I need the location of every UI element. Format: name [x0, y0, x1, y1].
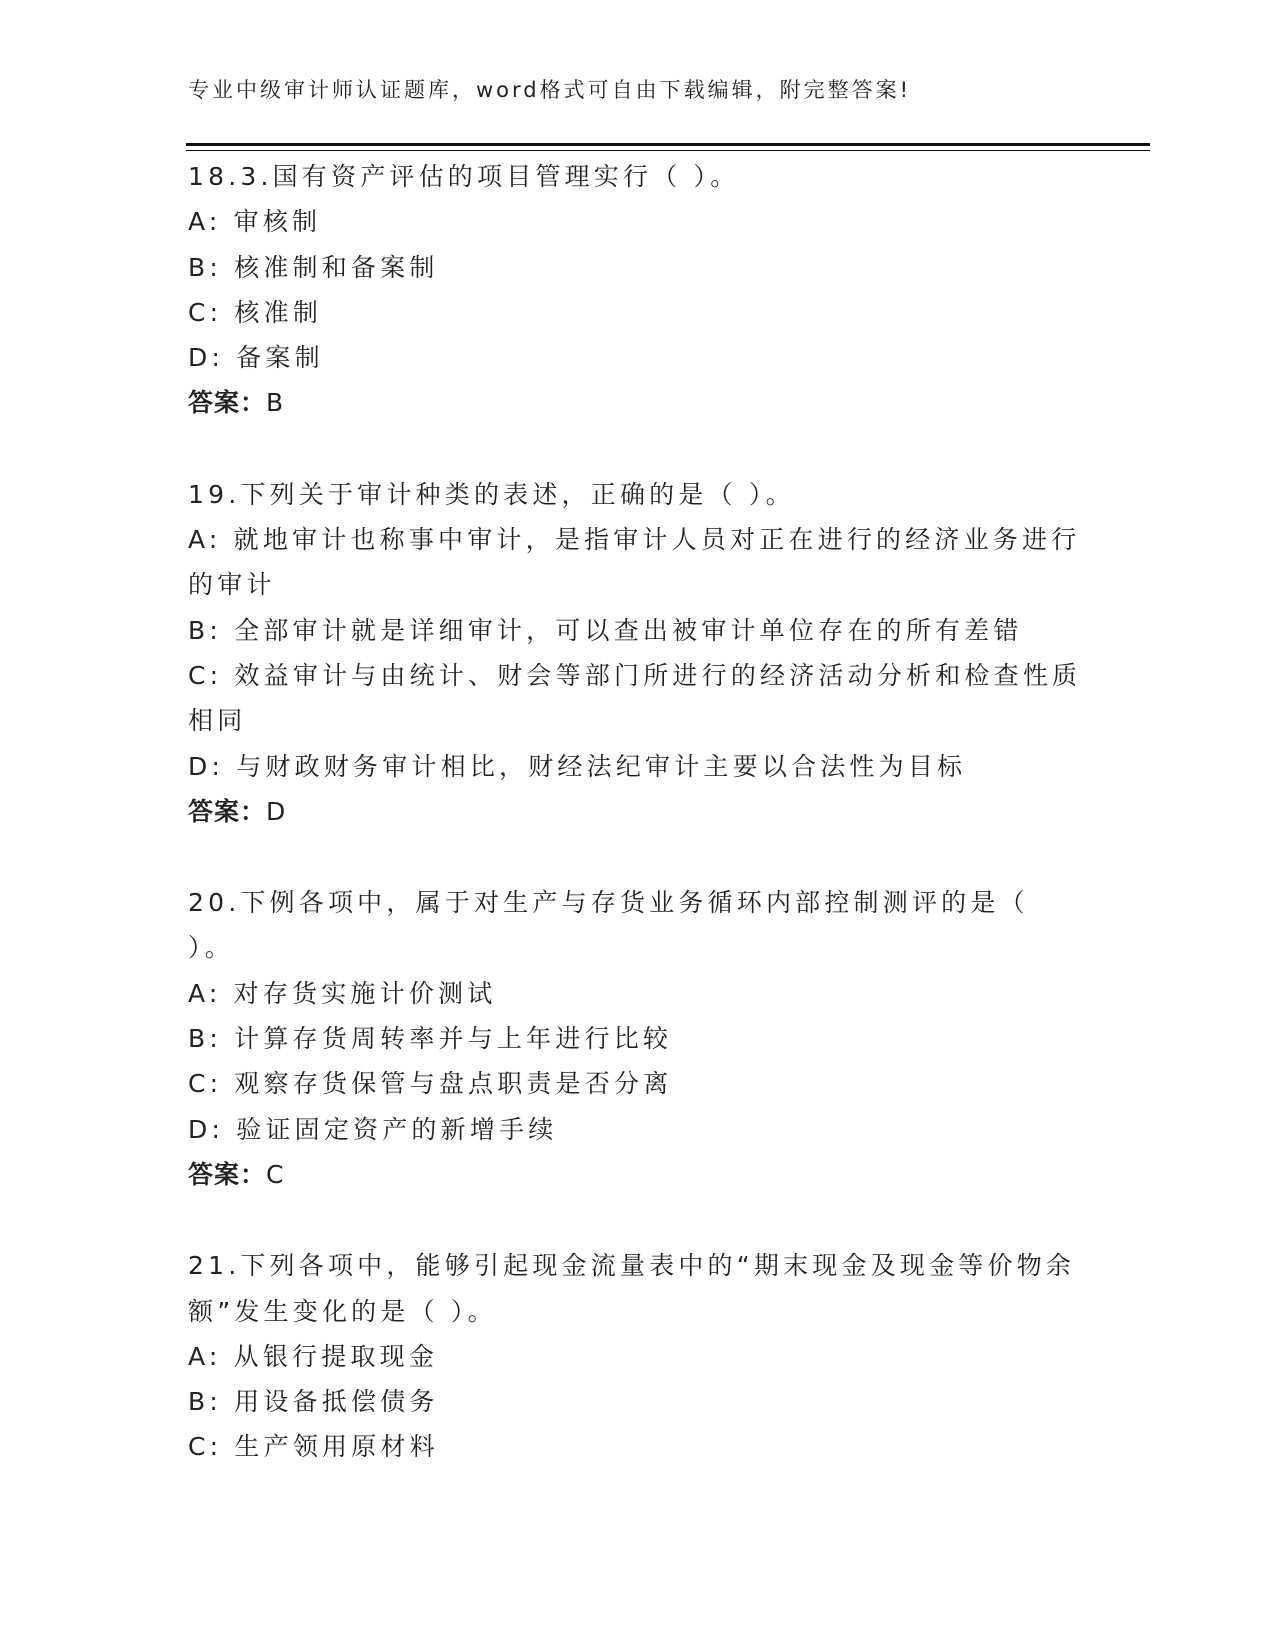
answer-line — [188, 1152, 1088, 1197]
option-a: A: 对存货实施计价测试 — [188, 978, 497, 1008]
option-b: B: 用设备抵偿债务 — [188, 1387, 439, 1417]
option-d: D: 与财政财务审计相比，财经法纪审计主要以合法性为目标 — [188, 751, 967, 781]
option-b: B: 全部审计就是详细审计，可以查出被审计单位存在的所有差错 — [188, 615, 1023, 645]
option-c: C: 生产领用原材料 — [188, 1432, 439, 1462]
question-stem: 20.下例各项中，属于对生产与存货业务循环内部控制测评的是（ — [188, 888, 1029, 918]
question-stem-continued: 额”发生变化的是（ ）。 — [188, 1296, 497, 1326]
answer-label: 答案： — [188, 1159, 267, 1189]
header-rule-thin — [186, 150, 1150, 151]
option-c: C: 观察存货保管与盘点职责是否分离 — [188, 1069, 673, 1099]
answer-line — [188, 789, 1088, 834]
option-a: A: 就地审计也称事中审计，是指审计人员对正在进行的经济业务进行 — [188, 525, 1081, 555]
answer-value: D — [266, 796, 287, 826]
answer-line — [188, 380, 1088, 425]
answer-label: 答案： — [188, 796, 267, 826]
option-c: C: 核准制 — [188, 297, 323, 327]
question-stem: 21.下列各项中，能够引起现金流量表中的“期末现金及现金等价物余 — [188, 1251, 1076, 1281]
option-d: D: 备案制 — [188, 343, 324, 373]
page-header: 专业中级审计师认证题库，word格式可自由下载编辑，附完整答案! — [188, 78, 912, 102]
option-b: B: 计算存货周转率并与上年进行比较 — [188, 1024, 673, 1054]
option-b: B: 核准制和备案制 — [188, 252, 439, 282]
answer-label: 答案： — [188, 388, 267, 418]
answer-value: B — [266, 388, 285, 418]
question-20 — [188, 880, 1088, 1197]
option-c-continued: 相同 — [188, 706, 247, 736]
question-19 — [188, 472, 1088, 834]
option-d: D: 验证固定资产的新增手续 — [188, 1114, 558, 1144]
question-21 — [188, 1243, 1088, 1469]
option-a: A: 从银行提取现金 — [188, 1341, 439, 1371]
header-rule-thick — [186, 143, 1150, 146]
question-list — [188, 154, 1088, 1516]
question-18 — [188, 154, 1088, 426]
question-stem: 19.下列关于审计种类的表述，正确的是（ ）。 — [188, 479, 795, 509]
question-stem: 18.3.国有资产评估的项目管理实行（ ）。 — [188, 162, 740, 191]
option-c: C: 效益审计与由统计、财会等部门所进行的经济活动分析和检查性质 — [188, 660, 1082, 690]
option-a: A: 审核制 — [188, 207, 322, 237]
answer-value: C — [266, 1159, 285, 1189]
option-a-continued: 的审计 — [188, 570, 276, 600]
question-stem-continued: ）。 — [188, 933, 234, 963]
